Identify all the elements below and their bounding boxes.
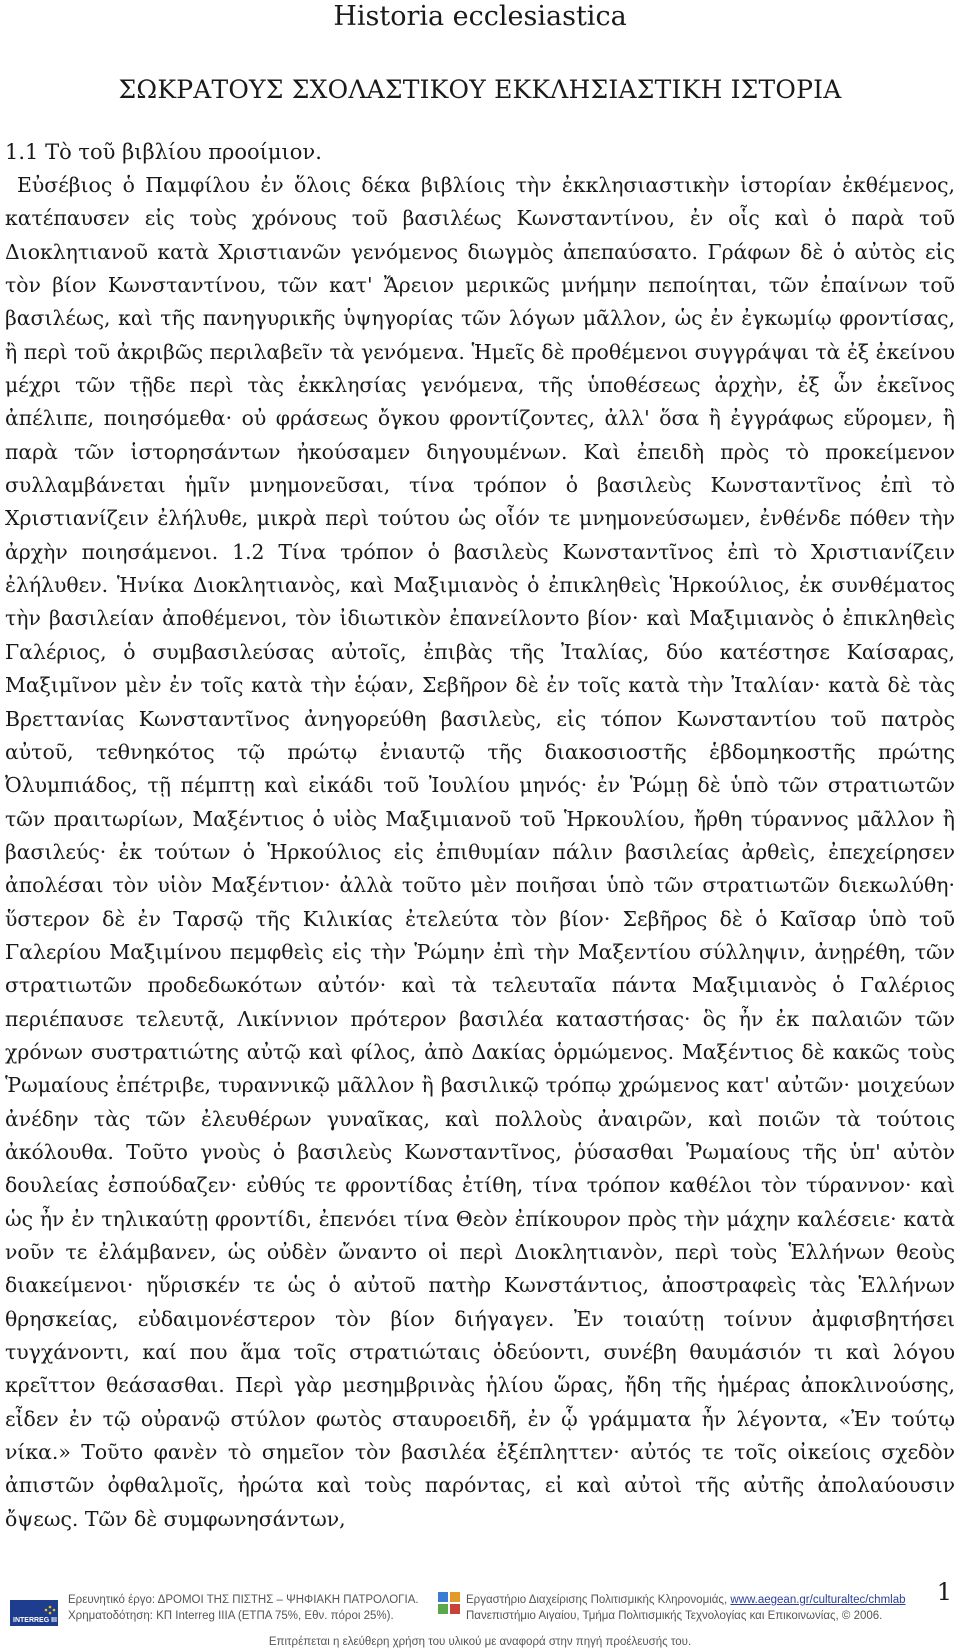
footer-university-line: Πανεπιστήμιο Αιγαίου, Τμήμα Πολιτισμικής Τεχνολογίας και Επικοινωνίας, © 2006. [466,1610,883,1622]
footer-funding-line: Χρηματοδότηση: ΚΠ Interreg IIIA (ΕΤΠΑ 75%, Εθν. πόροι 25%). [68,1610,394,1622]
work-heading: ΣΩΚΡΑΤΟΥΣ ΣΧΟΛΑΣΤΙΚΟΥ ΕΚΚΛΗΣΙΑΣΤΙΚΗ ΙΣΤΟΡΙΑ [118,75,842,104]
section-heading: 1.1 Τὸ τοῦ βιβλίου προοίμιον. [5,140,322,164]
footer-lab-name: Εργαστήριο Διαχείρισης Πολιτισμικής Κληρονομιάς, [466,1594,728,1606]
interreg-logo-text: INTERREG III [13,1617,57,1624]
interreg-logo [10,1600,58,1626]
footer-license-note: Επιτρέπεται η ελεύθερη χρήση του υλικού με αναφορά στην πηγή προέλευσής του. [268,1636,692,1648]
lab-website-link[interactable]: www.aegean.gr/culturaltec/chmlab [730,1594,906,1606]
footer-project-line: Ερευνητικό έργο: ΔΡΟΜΟΙ ΤΗΣ ΠΙΣΤΗΣ – ΨΗΦΙΑΚΗ ΠΑΤΡΟΛΟΓΙΑ. [68,1594,419,1606]
lab-logo-icon [438,1592,460,1614]
footer-lab-info [466,1592,906,1624]
footer [0,1586,960,1651]
page-number: 1 [936,1578,952,1606]
document-title: Historia ecclesiastica [333,1,627,32]
body-paragraph: Εὐσέβιος ὁ Παμφίλου ἐν ὅλοις δέκα βιβλίοις τὴν ἐκκλησιαστικὴν ἱστορίαν ἐκθέμενος, κατέπαυσεν εἰς τοὺς χρόνους τοῦ βασιλέως Κωνσταντίνου, ἐν οἷς καὶ ὁ παρὰ τοῦ Διοκλητιανοῦ κατὰ Χριστιανῶν γενόμενος διωγμὸς ἀπεπαύσατο. Γράφων δὲ ὁ αὐτὸς εἰς τὸν βίον Κωνσταντίνου, τῶν κατ' Ἄρειον μερικῶς μνήμην πεποίηται, τῶν ἐπαίνων τοῦ βασιλέως, καὶ τῆς πανηγυρικῆς ὑψηγορίας τῶν λόγων μᾶλλον, ὡς ἐν ἐγκωμίῳ φροντίσας, ἢ περὶ τοῦ ἀκριβῶς περιλαβεῖν τὰ γενόμενα. Ἡμεῖς δὲ προθέμενοι συγγράψαι τὰ ἐξ ἐκείνου μέχρι τῶν τῇδε περὶ τὰς ἐκκλησίας γενόμενα, τῆς ὑποθέσεως ἀρχὴν, ἐξ ὧν ἐκεῖνος ἀπέλιπε, ποιησόμεθα· οὐ φράσεως ὄγκου φροντίζοντες, ἀλλ' ὅσα ἢ ἐγγράφως εὕρομεν, ἢ παρὰ τῶν ἱστορησάντων ἠκούσαμεν διηγουμένων. Καὶ ἐπειδὴ πρὸς τὸ προκείμενον συλλαμβάνεται ἡμῖν μνημονεῦσαι, τίνα τρόπον ὁ βασιλεὺς Κωνσταντῖνος ἐπὶ τὸ Χριστιανίζειν ἐλήλυθε, μικρὰ περὶ τούτου ὡς οἷόν τε μνημονεύσωμεν, ἐνθένδε πόθεν τὴν ἀρχὴν ποιησάμενοι. 1.2 Τίνα τρόπον ὁ βασιλεὺς Κωνσταντῖνος ἐπὶ τὸ Χριστιανίζειν ἐλήλυθεν. Ἡνίκα Διοκλητιανὸς, καὶ Μαξιμιανὸς ὁ ἐπικληθεὶς Ἡρκούλιος, ἐκ συνθέματος τὴν βασιλείαν ἀποθέμενοι, τὸν ἰδιωτικὸν ἐπανείλοντο βίον· καὶ Μαξιμιανὸς ὁ ἐπικληθεὶς Γαλέριος, ὁ συμβασιλεύσας αὐτοῖς, ἐπιβὰς τῆς Ἰταλίας, δύο κατέστησε Καίσαρας, Μαξιμῖνον μὲν ἐν τοῖς κατὰ τὴν ἑῴαν, Σεβῆρον δὲ ἐν τοῖς κατὰ τὴν Ἰταλίαν· κατὰ δὲ τὰς Βρεττανίας Κωνσταντῖνος ἀνηγορεύθη βασιλεὺς, εἰς τόπον Κωνσταντίου τοῦ πατρὸς αὐτοῦ, τεθνηκότος τῷ πρώτῳ ἐνιαυτῷ τῆς διακοσιοστῆς ἑβδομηκοστῆς πρώτης Ὀλυμπιάδος, τῇ πέμπτῃ καὶ εἰκάδι τοῦ Ἰουλίου μηνός· ἐν Ῥώμῃ δὲ ὑπὸ τῶν στρατιωτῶν τῶν πραιτωρίων, Μαξέντιος ὁ υἱὸς Μαξιμιανοῦ τοῦ Ἡρκουλίου, ἤρθη τύραννος μᾶλλον ἢ βασιλεύς· ἐκ τούτων ὁ Ἡρκούλιος εἰς ἐπιθυμίαν πάλιν βασιλείας ἀρθεὶς, ἐπεχείρησεν ἀπολέσαι τὸν υἱὸν Μαξέντιον· ἀλλὰ τοῦτο μὲν ποιῆσαι ὑπὸ τῶν στρατιωτῶν διεκωλύθη· ὕστερον δὲ ἐν Ταρσῷ τῆς Κιλικίας ἐτελεύτα τὸν βίον· Σεβῆρος δὲ ὁ Καῖσαρ ὑπὸ τοῦ Γαλερίου Μαξιμίνου πεμφθεὶς εἰς τὴν Ῥώμην ἐπὶ τὴν Μαξεντίου σύλληψιν, ἀνῃρέθη, τῶν στρατιωτῶν προδεδωκότων αὐτόν· καὶ τὰ τελευταῖα πάντα Μαξιμιανὸς ὁ Γαλέριος περιέπαυσε τελευτᾷ, Λικίννιον πρότερον βασιλέα καταστήσας· ὃς ἦν ἐκ παλαιῶν τῶν χρόνων συστρατιώτης αὐτῷ καὶ φίλος, ἀπὸ Δακίας ὁρμώμενος. Μαξέντιος δὲ κακῶς τοὺς Ῥωμαίους ἐπέτριβε, τυραννικῷ μᾶλλον ἢ βασιλικῷ τρόπῳ χρώμενος κατ' αὐτῶν· μοιχεύων ἀνέδην τὰς τῶν ἐλευθέρων γυναῖκας, καὶ πολλοὺς ἀναιρῶν, καὶ ποιῶν τὰ τούτοις ἀκόλουθα. Τοῦτο γνοὺς ὁ βασιλεὺς Κωνσταντῖνος, ῥύσασθαι Ῥωμαίους τῆς ὑπ' αὐτὸν δουλείας ἐσπούδαζεν· εὐθύς τε φροντίδας ἐτίθη, τίνα τρόπον καθέλοι τὸν τύραννον· καὶ ὡς ἦν ἐν τηλικαύτῃ φροντίδι, ἐπενόει τίνα Θεὸν ἐπίκουρον πρὸς τὴν μάχην καλέσειε· κατὰ νοῦν τε ἐλάμβανεν, ὡς οὐδὲν ὤναντο οἱ περὶ Διοκλητιανὸν, περὶ τοὺς Ἑλλήνων θεοὺς διακείμενοι· ηὕρισκέν τε ὡς ὁ αὐτοῦ πατὴρ Κωνστάντιος, ἀποστραφεὶς τὰς Ἑλλήνων θρησκείας, εὐδαιμονέστερον τὸν βίον διήγαγεν. Ἐν τοιαύτῃ τοίνυν ἀμφισβητήσει τυγχάνοντι, καί που ἅμα τοῖς στρατιώταις ὁδεύοντι, συνέβη θαυμάσιόν τι καὶ λόγου κρεῖττον θεάσασθαι. Περὶ γὰρ μεσημβρινὰς ἡλίου ὥρας, ἤδη τῆς ἡμέρας ἀποκλινούσης, εἶδεν ἐν τῷ οὐρανῷ στύλον φωτὸς σταυροειδῆ, ἐν ᾧ γράμματα ἦν λέγοντα, «Ἐν τούτῳ νίκα.» Τοῦτο φανὲν τὸ σημεῖον τὸν βασιλέα ἐξέπληττεν· αὐτός τε τοῖς οἰκείοις σχεδὸν ἀπιστῶν ὀφθαλμοῖς, ἠρώτα καὶ τοὺς παρόντας, εἰ καὶ αὐτοὶ τῆς αὐτῆς ἀπολαύουσιν ὄψεως. Τῶν δὲ συμφωνησάντων, [5,173,955,1531]
footer-project-info [68,1592,419,1624]
